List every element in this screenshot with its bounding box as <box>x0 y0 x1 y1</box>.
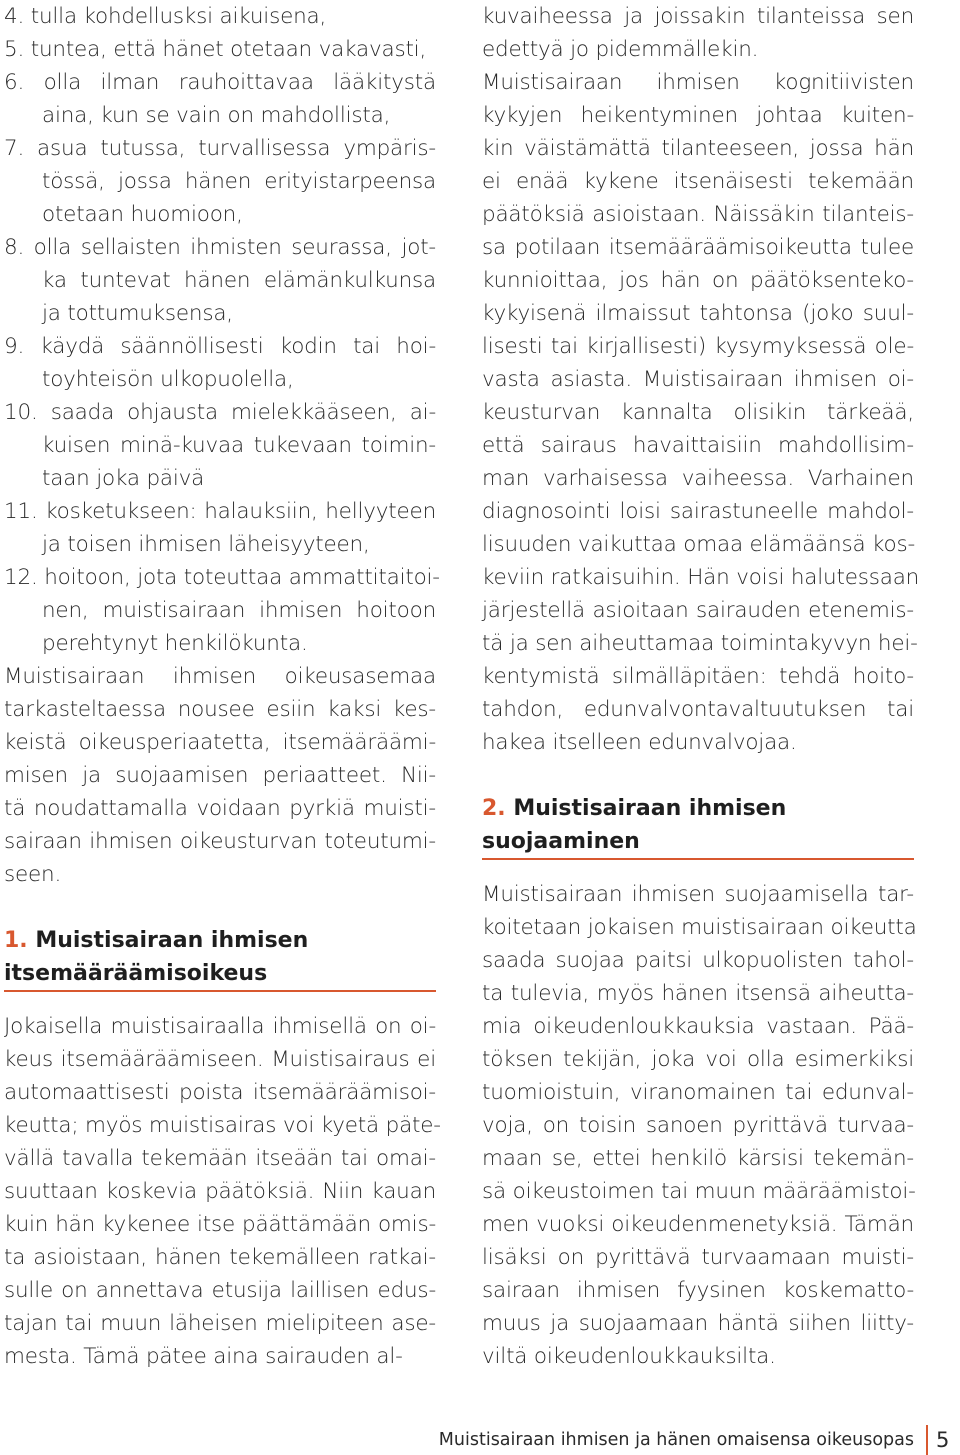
list-item-line: nen, muistisairaan ihmisen hoitoon <box>42 598 436 623</box>
list-item <box>4 231 436 330</box>
paragraph-line: men vuoksi oikeudenmenetyksiä. Tämän <box>482 1212 914 1237</box>
heading-number: 2. <box>482 796 506 821</box>
paragraph-line: tajan tai muun läheisen mielipiteen ase- <box>4 1311 436 1336</box>
paragraph-line: sairaan ihmisen oikeusturvan toteutumi- <box>4 829 436 854</box>
paragraph-line: seen. <box>4 862 62 887</box>
list-item-line: 8. olla sellaisten ihmisten seurassa, jot- <box>4 235 436 260</box>
list-item-line: ja tottumuksensa, <box>42 301 233 326</box>
paragraph-line: sä oikeustoimen tai muun määräämistoi- <box>482 1179 916 1204</box>
paragraph-line: sa potilaan itsemääräämisoikeutta tulee <box>482 235 914 260</box>
paragraph-line: kykyjen heikentyminen johtaa kuiten- <box>482 103 914 128</box>
paragraph-line: tä ja sen aiheuttamaa toimintakyvyn hei- <box>482 631 918 656</box>
protection-paragraph <box>482 878 917 1373</box>
paragraph-line: keistä oikeusperiaatetta, itsemääräämi- <box>4 730 436 755</box>
paragraph-line: vasta asiasta. Muistisairaan ihmisen oi- <box>482 367 914 392</box>
paragraph-line: misen ja suojaamisen periaatteet. Nii- <box>4 763 436 788</box>
list-item <box>4 33 436 66</box>
paragraph-line: päätöksiä asioistaan. Näissäkin tilanteis- <box>482 202 914 227</box>
list-item-line: otetaan huomioon, <box>42 202 243 227</box>
list-item-line: toyhteisön ulkopuolella, <box>42 367 294 392</box>
paragraph-line: automaattisesti poista itsemääräämisoi- <box>4 1080 436 1105</box>
paragraph-line: Muistisairaan ihmisen suojaamisella tar- <box>482 882 914 907</box>
list-item <box>4 561 440 660</box>
paragraph-line: ta tulevia, myös hänen itsensä aiheutta- <box>482 981 914 1006</box>
paragraph-line: kunnioittaa, jos hän on päätöksenteko- <box>482 268 914 293</box>
paragraph-line: muus ja suojaamaan häntä siihen liitty- <box>482 1311 914 1336</box>
paragraph-line: kin väistämättä tilanteeseen, jossa hän <box>482 136 914 161</box>
paragraph-line: Jokaisella muistisairaalla ihmisellä on oi- <box>4 1014 436 1039</box>
page-number: 5 <box>936 1427 950 1452</box>
paragraph-line: lisuuden vaikuttaa omaa elämäänsä kos- <box>482 532 916 557</box>
paragraph-line: sulle on annettava etusija laillisen edus- <box>4 1278 436 1303</box>
list-item-line: 5. tuntea, että hänet otetaan vakavasti, <box>4 37 427 62</box>
list-item-line: ka tuntevat hänen elämänkulkunsa <box>42 268 436 293</box>
intro-paragraph <box>4 660 436 891</box>
paragraph-line: töksen tekijän, joka voi olla esimerkiksi <box>482 1047 914 1072</box>
list-item-line: 10. saada ohjausta mielekkääseen, ai- <box>4 400 436 425</box>
list-item-line: aina, kun se vain on mahdollista, <box>42 103 391 128</box>
list-item-line: tössä, jossa hänen erityistarpeensa <box>42 169 436 194</box>
list-item-line: taan joka päivä <box>42 466 205 491</box>
list-item-line: perehtynyt henkilökunta. <box>42 631 308 656</box>
paragraph-line: kuvaiheessa ja joissakin tilanteissa sen <box>482 4 914 29</box>
paragraph-line: keusturvan kannalta olisikin tärkeää, <box>482 400 914 425</box>
paragraph-line: kentymistä silmälläpitäen: tehdä hoito- <box>482 664 914 689</box>
right-column <box>482 0 920 1373</box>
heading-number: 1. <box>4 928 28 953</box>
section-heading-1 <box>4 924 436 992</box>
list-item-line: ja toisen ihmisen läheisyyteen, <box>42 532 370 557</box>
paragraph-line: tarkasteltaessa nousee esiin kaksi kes- <box>4 697 436 722</box>
heading-text: Muistisairaan ihmisen <box>27 928 309 953</box>
paragraph-line: hakea itselleen edunvalvojaa. <box>482 730 797 755</box>
list-item <box>4 330 436 396</box>
paragraph-line: mesta. Tämä pätee aina sairauden al- <box>4 1344 403 1369</box>
self-determination-paragraph <box>4 1010 441 1373</box>
section-heading-2 <box>482 792 914 860</box>
paragraph-line: saada suojaa paitsi ulkopuolisten tahol- <box>482 948 914 973</box>
paragraph-line: diagnosointi loisi sairastuneelle mahdol- <box>482 499 914 524</box>
paragraph-line: kykyisenä ilmaissut tahtonsa (joko suul- <box>482 301 914 326</box>
footer-separator <box>926 1425 928 1455</box>
paragraph-line: että sairaus havaittaisiin mahdollisim- <box>482 433 914 458</box>
paragraph-line: Muistisairaan ihmisen kognitiivisten <box>482 70 914 95</box>
paragraph-line: maan se, ettei henkilö kärsisi tekemän- <box>482 1146 914 1171</box>
paragraph-line: koitetaan jokaisen muistisairaan oikeutta <box>482 915 917 940</box>
list-item-line: 6. olla ilman rauhoittavaa lääkitystä <box>4 70 436 95</box>
paragraph-line: vällä tavalla tekemään itseään tai omai- <box>4 1146 436 1171</box>
paragraph-line: lisäksi on pyrittävä turvaamaan muisti- <box>482 1245 914 1270</box>
paragraph-line: mia oikeudenloukkauksia vastaan. Pää- <box>482 1014 914 1039</box>
heading-text: itsemääräämisoikeus <box>4 961 268 986</box>
list-item <box>4 396 436 495</box>
paragraph-line: tahdon, edunvalvontavaltuutuksen tai <box>482 697 914 722</box>
list-item-line: 12. hoitoon, jota toteuttaa ammattitaitoi- <box>4 565 440 590</box>
list-item <box>4 132 436 231</box>
left-column <box>4 0 441 1373</box>
paragraph-line: Muistisairaan ihmisen oikeusasemaa <box>4 664 436 689</box>
footer-title: Muistisairaan ihmisen ja hänen omaisensa oikeusopas <box>438 1429 914 1450</box>
list-item <box>4 495 436 561</box>
list-item-line: 4. tulla kohdellusksi aikuisena, <box>4 4 327 29</box>
page-footer <box>439 1424 960 1455</box>
paragraph-line: keviin ratkaisuihin. Hän voisi halutessaan <box>482 565 920 590</box>
paragraph-line: man varhaisessa vaiheessa. Varhainen <box>482 466 914 491</box>
list-item <box>4 66 436 132</box>
paragraph-line: ta asioistaan, hänen tekemälleen ratkai- <box>4 1245 436 1270</box>
heading-text: Muistisairaan ihmisen <box>505 796 787 821</box>
paragraph-line: tuomioistuin, viranomainen tai edunval- <box>482 1080 914 1105</box>
paragraph-line: ei enää kykene itsenäisesti tekemään <box>482 169 914 194</box>
rights-list <box>4 0 440 660</box>
list-item-line: 7. asua tutussa, turvallisessa ympäris- <box>4 136 436 161</box>
heading-text: suojaaminen <box>482 829 640 854</box>
list-item-line: 9. käydä säännöllisesti kodin tai hoi- <box>4 334 436 359</box>
paragraph-line: viltä oikeudenloukkauksilta. <box>482 1344 776 1369</box>
list-item-line: kuisen minä-kuvaa tukevaan toimin- <box>42 433 436 458</box>
paragraph-line: tä noudattamalla voidaan pyrkiä muisti- <box>4 796 436 821</box>
paragraph-line: suuttaan koskevia päätöksiä. Niin kauan <box>4 1179 436 1204</box>
list-item-line: 11. kosketukseen: halauksiin, hellyyteen <box>4 499 436 524</box>
paragraph-line: sairaan ihmisen fyysinen koskematto- <box>482 1278 914 1303</box>
list-item <box>4 0 436 33</box>
continuation-paragraph <box>482 0 920 759</box>
paragraph-line: voja, on toisin sanoen pyrittävä turvaa- <box>482 1113 914 1138</box>
paragraph-line: edettyä jo pidemmällekin. <box>482 37 759 62</box>
paragraph-line: lisesti tai kirjallisesti) kysymyksessä ole- <box>482 334 914 359</box>
paragraph-line: keutta; myös muistisairas voi kyetä päte- <box>4 1113 441 1138</box>
paragraph-line: kuin hän kykenee itse päättämään omis- <box>4 1212 436 1237</box>
paragraph-line: järjestellä asioitaan sairauden etenemis- <box>482 598 914 623</box>
paragraph-line: keus itsemääräämiseen. Muistisairaus ei <box>4 1047 436 1072</box>
